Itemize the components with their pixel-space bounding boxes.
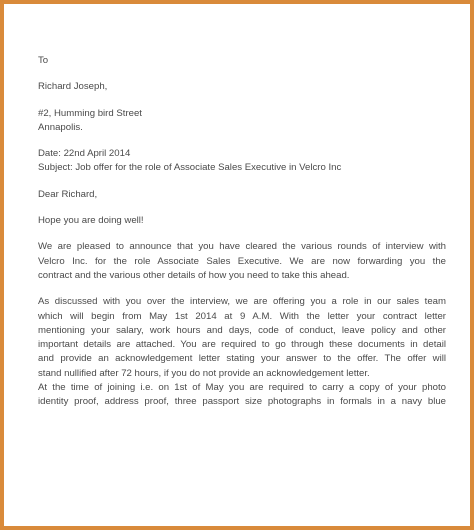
- paragraph-2: [38, 295, 446, 381]
- recipient-name: Richard Joseph,: [38, 81, 108, 93]
- to-label: To: [38, 55, 49, 66]
- paragraph-3-line: At the time of joining i.e. on 1st of May you are required to carry a copy of your photo: [38, 382, 446, 394]
- paragraph-1-line: contract and the various other details of how you need to take this ahead.: [38, 269, 350, 281]
- paragraph-2-line: and provide an acknowledgement letter stating your answer to the offer. The offer will: [38, 353, 446, 365]
- letter-date: Date: 22nd April 2014: [38, 148, 131, 160]
- paragraph-1-line: Velcro Inc. for the role Associate Sales Executive. We are now forwarding you the: [38, 255, 446, 267]
- paragraph-2-line: which will begin from May 1st 2014 at 9 A.M. With the letter your contract letter: [38, 310, 446, 322]
- paragraph-3-line: identity proof, address proof, three passport size photographs in formals in a navy blue: [38, 396, 446, 408]
- paragraph-2-line: stand nullified after 72 hours, if you do not provide an acknowledgement letter.: [38, 367, 370, 379]
- salutation: Dear Richard,: [38, 188, 98, 200]
- paragraph-3: [38, 381, 446, 410]
- address-line-1: #2, Humming bird Street: [38, 107, 142, 119]
- greeting: Hope you are doing well!: [38, 215, 144, 227]
- paragraph-2-line: mentioning your salary, work hours and days, code of conduct, leave policy and other: [38, 324, 446, 336]
- paragraph-2-line: As discussed with you over the interview, we are offering you a role in our sales team: [38, 296, 446, 308]
- paragraph-1-line: We are pleased to announce that you have cleared the various rounds of interview with: [38, 241, 446, 253]
- address-line-2: Annapolis.: [38, 121, 83, 133]
- paragraph-2-line: important details are attached. You are required to go through these documents in detail: [38, 339, 446, 351]
- offer-letter: [38, 54, 446, 410]
- paragraph-1: [38, 240, 446, 283]
- letter-subject: Subject: Job offer for the role of Associate Sales Executive in Velcro Inc: [38, 162, 342, 174]
